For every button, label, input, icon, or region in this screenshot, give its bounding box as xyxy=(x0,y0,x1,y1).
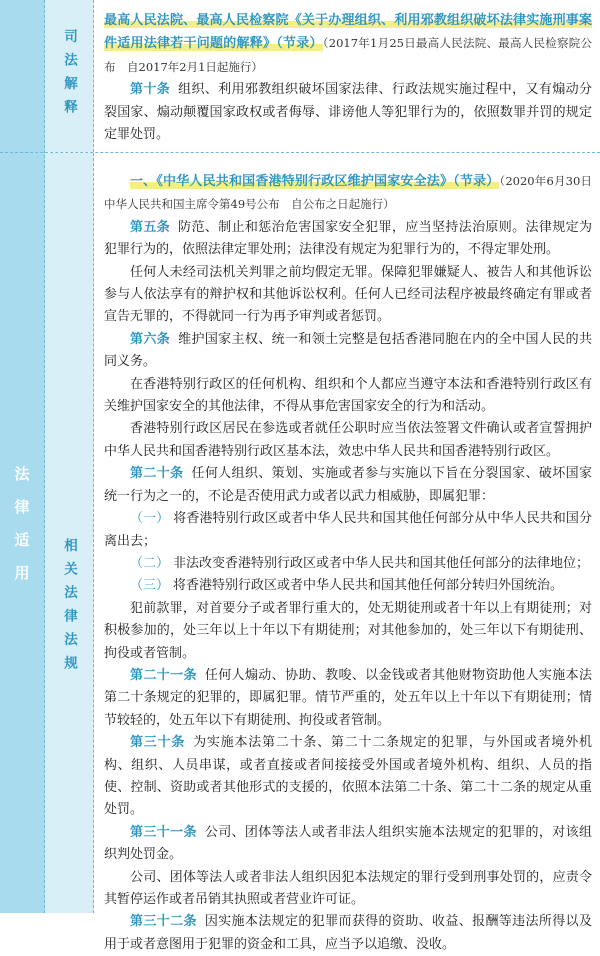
item-text: 将香港特别行政区或者中华人民共和国其他任何部分从中华人民共和国分离出去； xyxy=(104,511,592,549)
article-31 xyxy=(104,822,592,867)
judicial-column xyxy=(45,0,94,152)
judicial-content xyxy=(104,10,592,146)
interp-meta: （2017年1月25日最高人民法院、最高人民检察院公布 自2017年2月1日起施行） xyxy=(104,36,592,74)
judicial-label: 司法解释 xyxy=(61,29,77,123)
article-label: 第三十一条 xyxy=(130,824,197,840)
section-divider xyxy=(0,152,600,153)
article-20-para-2: 犯前款罪，对首要分子或者罪行重大的，处无期徒刑或者十年以上有期徒刑；对积极参加的，处三年以上十年以下有期徒刑；对其他参加的，处三年以下有期徒刑、拘役或者管制。 xyxy=(104,600,592,661)
article-label: 第十条 xyxy=(130,82,171,98)
article-6-para-3: 香港特别行政区居民在参选或者就任公职时应当依法签署文件确认或者宣誓拥护中华人民共和国香港特别行政区基本法，效忠中华人民共和国香港特别行政区。 xyxy=(104,421,592,459)
article-label: 第三十条 xyxy=(130,735,186,751)
article-32 xyxy=(104,911,592,956)
outer-label: 法律适用 xyxy=(12,465,31,598)
law-title: 一、《中华人民共和国香港特别行政区维护国家安全法》（节录） xyxy=(130,174,500,189)
interp-title: 最高人民法院、最高人民检察院《关于办理组织、利用邪教组织破坏法律实施刑事案件适用法律若干问题的解释》（节录） xyxy=(104,13,592,52)
item-label: （三） xyxy=(130,578,170,594)
article-text: 为实施本法第二十条、第二十二条规定的犯罪，与外国或者境外机构、组织、人员串谋，或者直接或者间接接受外国或者境外机构、组织、人员的指使、控制、资助或者其他形式的支援的，依照本法第二十条、第二十二条的规定从重处罚。 xyxy=(104,735,592,818)
item-text: 非法改变香港特别行政区或者中华人民共和国其他任何部分的法律地位； xyxy=(173,555,590,571)
article-21 xyxy=(104,665,592,732)
related-label: 相关法律法规 xyxy=(61,537,77,679)
item-text: 将香港特别行政区或者中华人民共和国其他任何部分转归外国统治。 xyxy=(173,578,564,594)
article-text: 防范、制止和惩治危害国家安全犯罪，应当坚持法治原则。法律规定为犯罪行为的，依照法律定罪处刑；法律没有规定为犯罪行为的，不得定罪处刑。 xyxy=(104,219,592,258)
law-meta: （2020年6月30日中华人民共和国主席令第49号公布 自公布之日起施行） xyxy=(104,174,592,212)
interp-article-10 xyxy=(104,79,592,146)
article-31-para-2: 公司、团体等法人或者非法人组织因犯本法规定的罪行受到刑事处罚的，应责令其暂停运作或者吊销其执照或者营业许可证。 xyxy=(104,869,592,907)
article-20-item-1 xyxy=(104,508,592,553)
article-label: 第六条 xyxy=(130,331,171,347)
article-6-para-2: 在香港特别行政区的任何机构、组织和个人都应当遵守本法和香港特别行政区有关维护国家安全的其他法律，不得从事危害国家安全的行为和活动。 xyxy=(104,376,592,415)
article-label: 第五条 xyxy=(130,219,171,235)
outer-column xyxy=(0,0,45,913)
article-label: 第二十条 xyxy=(130,466,184,482)
article-20-item-3 xyxy=(104,575,592,597)
article-label: 第三十二条 xyxy=(130,914,197,930)
article-text: 组织、利用邪教组织破坏国家法律、行政法规实施过程中，又有煽动分裂国家、煽动颠覆国家政权或者侮辱、诽谤他人等犯罪行为的，依照数罪并罚的规定定罪处罚。 xyxy=(104,82,592,143)
interp-heading xyxy=(104,10,592,79)
related-content xyxy=(104,170,592,956)
article-5-para-2: 任何人未经司法机关判罪之前均假定无罪。保障犯罪嫌疑人、被告人和其他诉讼参与人依法享有的辩护权和其他诉讼权利。任何人已经司法程序被最终确定有罪或者宣告无罪的，不得就同一行为再予审判或者惩罚。 xyxy=(104,264,592,325)
article-5 xyxy=(104,217,592,262)
article-text: 公司、团体等法人或者非法人组织实施本法规定的犯罪的，对该组织判处罚金。 xyxy=(104,824,592,863)
item-label: （二） xyxy=(130,555,170,571)
article-text: 任何人煽动、协助、教唆、以金钱或者其他财物资助他人实施本法第二十条规定的犯罪的，即属犯罪。情节严重的，处五年以上十年以下有期徒刑；情节较轻的，处五年以下有期徒刑、拘役或者管制。 xyxy=(104,667,592,728)
article-label: 第二十一条 xyxy=(130,667,197,683)
article-text: 维护国家主权、统一和领土完整是包括香港同胞在内的全中国人民的共同义务。 xyxy=(104,331,592,370)
article-text: 因实施本法规定的犯罪而获得的资助、收益、报酬等违法所得以及用于或者意图用于犯罪的资金和工具，应当予以追缴、没收。 xyxy=(104,914,592,952)
law-heading xyxy=(104,170,592,217)
related-column xyxy=(45,153,94,913)
article-20 xyxy=(104,463,592,508)
item-label: （一） xyxy=(130,511,170,527)
article-text: 任何人组织、策划、实施或者参与实施以下旨在分裂国家、破坏国家统一行为之一的，不论是否使用武力或者以武力相威胁，即属犯罪： xyxy=(104,466,592,504)
article-6 xyxy=(104,329,592,374)
article-20-item-2 xyxy=(104,553,592,575)
article-30 xyxy=(104,732,592,822)
